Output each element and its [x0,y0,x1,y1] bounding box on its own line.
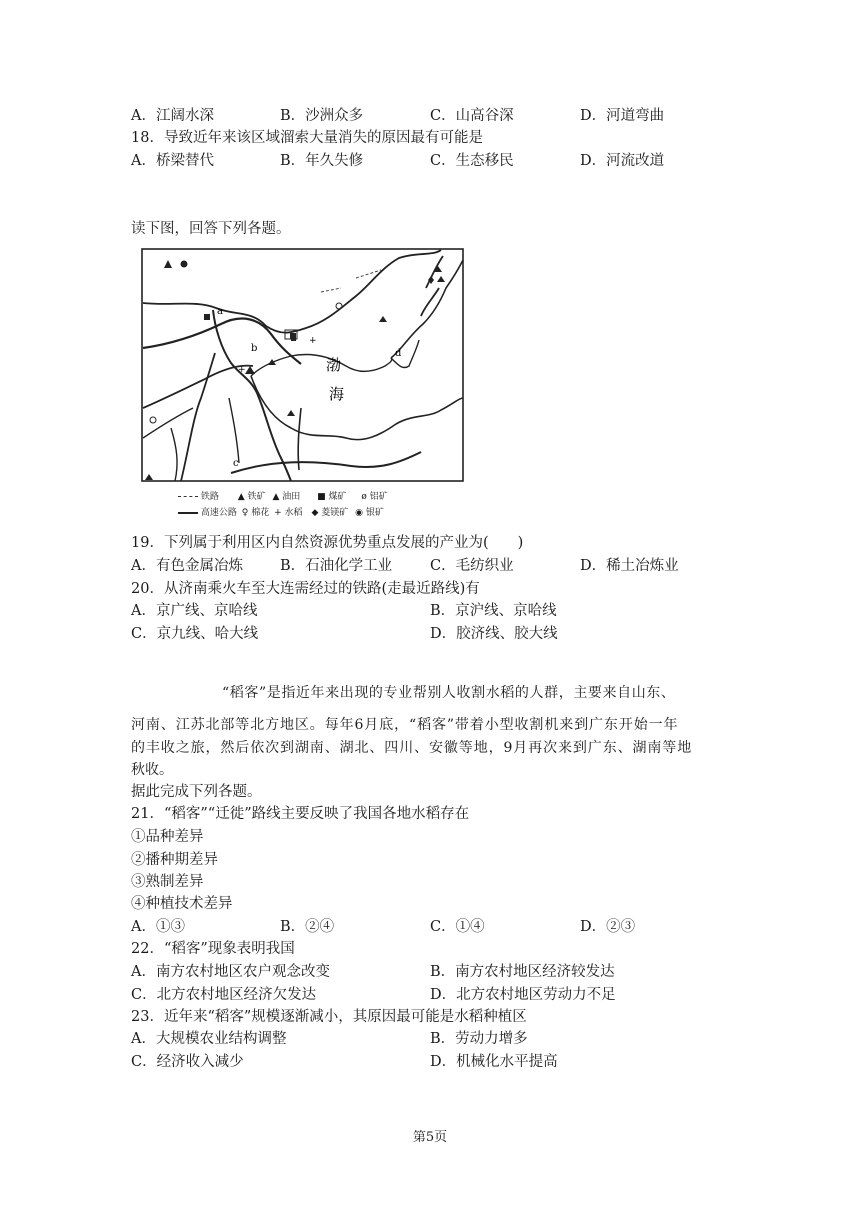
legend-silver: 银矿 [365,508,384,518]
coal-legend-icon: ■ [317,492,326,502]
legend-coal: 煤矿 [328,492,347,502]
q18-option-b: B．年久失修 [280,153,364,169]
point-label-d: d [395,348,402,359]
q22-option-b: B．南方农村地区经济较发达 [430,964,615,980]
coal-icon [204,314,210,320]
q22-option-d: D．北方农村地区劳动力不足 [430,987,616,1003]
passage-line-3: 的丰收之旅，然后依次到湖南、湖北、四川、安徽等地，9月再次来到广东、湖南等地 [131,740,693,756]
q21-stem: 21．“稻客”“迁徙”路线主要反映了我国各地水稻存在 [131,806,470,822]
page-number: 第5页 [412,1130,448,1145]
legend-row-1 [178,491,388,503]
q21-item-4: ④种植技术差异 [131,896,233,912]
rice-icon: + [238,365,246,375]
passage-line-1: “稻客”是指近年来出现的专业帮别人收割水稻的人群，主要来自山东、 [222,685,676,701]
q20-option-b: B．京沪线、京哈线 [430,603,557,619]
q20-stem: 20．从济南乘火车至大连需经过的铁路(走最近路线)有 [131,581,480,597]
passage-line-2: 河南、江苏北部等北方地区。每年6月底，“稻客”带着小型收割机来到广东开始一年 [131,717,679,733]
point-label-b: b [251,343,258,354]
q22-option-c: C．北方农村地区经济欠发达 [131,987,317,1003]
legend-magnesite: 菱镁矿 [321,508,349,518]
silver-ore-icon [181,261,188,268]
q23-option-a: A．大规模农业结构调整 [131,1031,287,1047]
q23-stem: 23．近年来“稻客”规模逐渐减小，其原因最可能是水稻种植区 [131,1009,527,1025]
map-frame [142,249,463,481]
magnesite-legend-icon: ◆ [311,508,319,518]
cotton-legend-icon: ♀ [241,508,249,518]
q17-option-c: C．山高谷深 [430,108,514,124]
legend-rice: 水稻 [284,508,303,518]
q23-option-c: C．经济收入减少 [131,1054,244,1070]
legend-railway: 铁路 [200,492,219,502]
legend-cotton: 棉花 [251,508,270,518]
q22-stem: 22．“稻客”现象表明我国 [131,941,295,957]
map-svg [141,248,464,482]
passage-instruction: 据此完成下列各题。 [131,784,262,800]
q21-item-1: ①品种差异 [131,829,204,845]
bohai-map [141,248,464,482]
legend-oil-field: 油田 [282,492,301,502]
silver-legend-icon: ◉ [355,508,363,518]
sea-label-2: 海 [329,385,345,403]
q19-option-b: B．石油化学工业 [280,558,393,574]
q19-option-d: D．稀土冶炼业 [580,558,679,574]
q20-option-c: C．京九线、哈大线 [131,626,259,642]
q23-option-b: B．劳动力增多 [430,1031,528,1047]
legend-row-2 [178,507,384,519]
q21-option-a: A．①③ [131,919,185,935]
q18-stem: 18．导致近年来该区域溜索大量消失的原因最有可能是 [131,130,483,146]
q21-option-c: C．①④ [430,919,485,935]
legend-iron-ore: 铁矿 [247,492,266,502]
map-intro: 读下图，回答下列各题。 [131,221,291,237]
oil-field-legend-icon: ▲ [272,492,280,502]
q21-option-b: B．②④ [280,919,335,935]
q17-option-d: D．河道弯曲 [580,108,665,124]
legend-highway: 高速公路 [200,508,237,518]
q21-item-3: ③熟制差异 [131,874,204,890]
legend-aluminum: 铝矿 [369,492,388,502]
rice-icon: + [309,336,317,346]
q18-option-a: A．桥梁替代 [131,153,214,169]
railway-legend-icon [178,496,198,497]
iron-ore-legend-icon: ▲ [237,492,245,502]
passage-line-4: 秋收。 [131,762,173,778]
q22-option-a: A．南方农村地区农户观念改变 [131,964,330,980]
q19-option-c: C．毛纺织业 [430,558,514,574]
q17-option-a: A．江阔水深 [131,108,214,124]
q23-option-d: D．机械化水平提高 [430,1054,558,1070]
point-label-c: c [233,458,239,469]
q17-option-b: B．沙洲众多 [280,108,364,124]
q18-option-c: C．生态移民 [430,153,514,169]
sea-label-1: 渤 [326,356,342,374]
q21-option-d: D．②③ [580,919,636,935]
aluminum-legend-icon: ø [361,492,367,502]
q18-option-d: D．河流改道 [580,153,665,169]
q19-stem: 19．下列属于利用区内自然资源优势重点发展的产业为( ) [131,535,524,551]
q20-option-a: A．京广线、京哈线 [131,603,258,619]
rice-legend-icon: + [274,508,282,518]
q20-option-d: D．胶济线、胶大线 [430,626,558,642]
highway-legend-icon [178,512,198,514]
point-label-a: a [217,306,223,317]
q19-option-a: A．有色金属冶炼 [131,558,243,574]
q21-item-2: ②播种期差异 [131,852,218,868]
